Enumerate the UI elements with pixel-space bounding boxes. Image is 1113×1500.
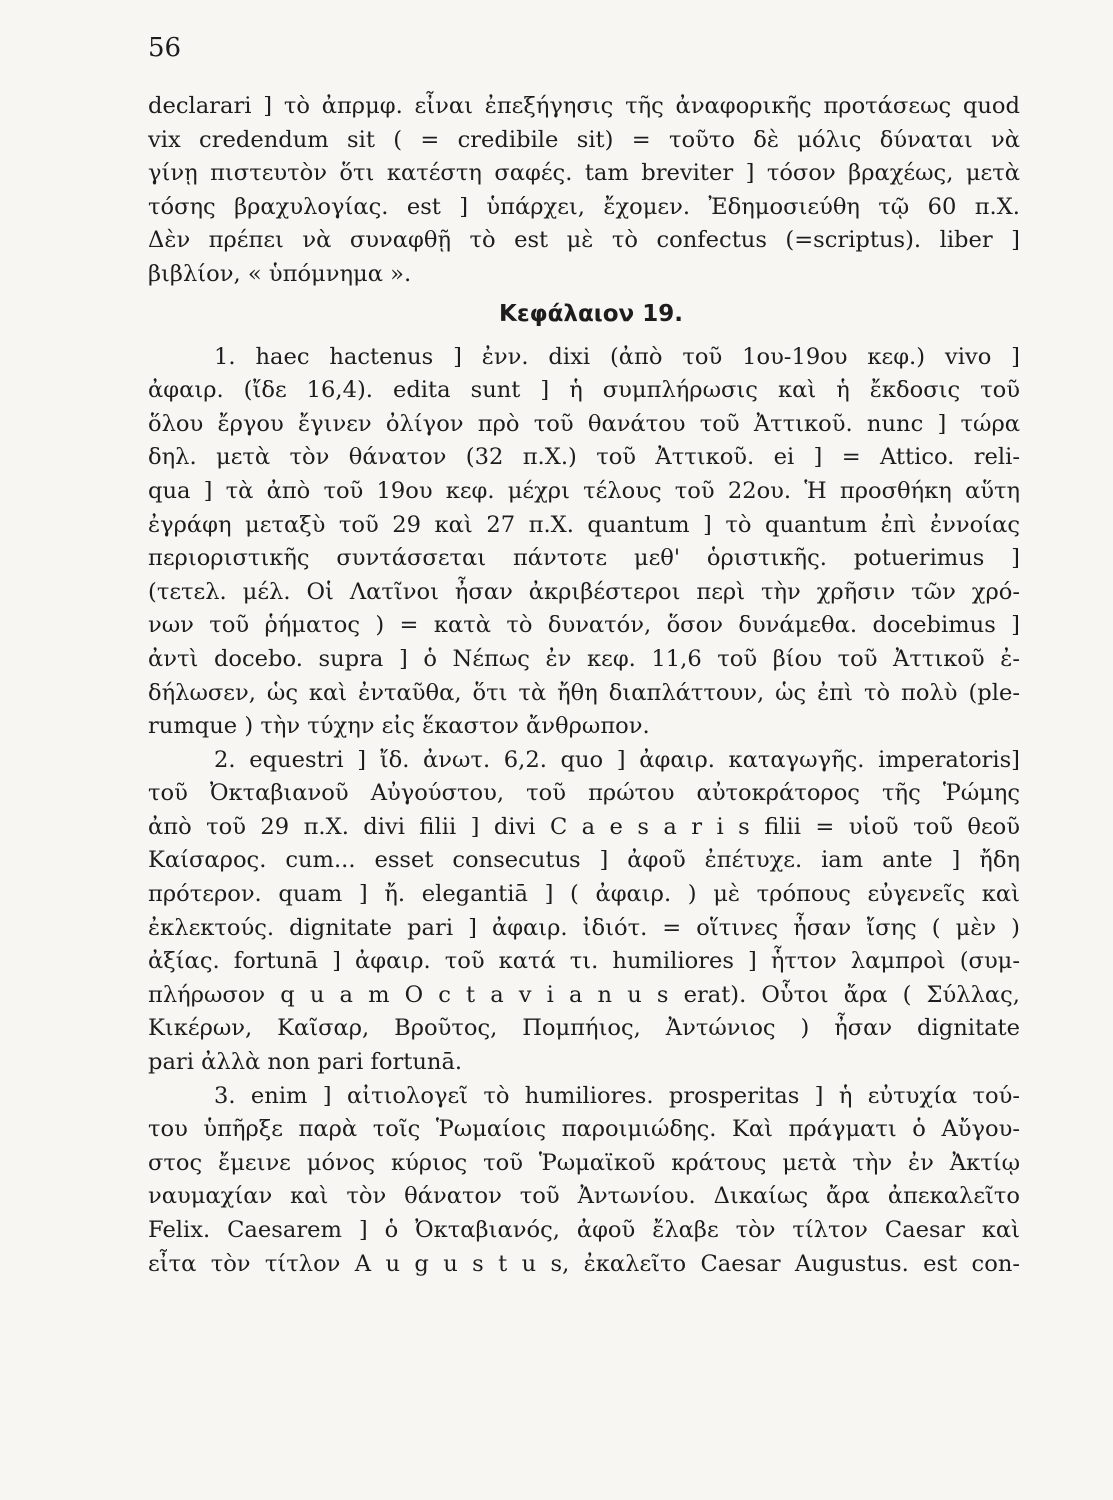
text-line: στος ἔμεινε μόνος κύριος τοῦ Ῥωμαϊκοῦ κράτους μετὰ τὴν ἐν Ἀκτίῳ	[148, 1149, 1020, 1176]
text-line: βιβλίον, « ὑπόμνημα ».	[148, 260, 412, 287]
text-line: ναυμαχίαν καὶ τὸν θάνατον τοῦ Ἀντωνίου. Δικαίως ἄρα ἀπεκαλεῖτο	[148, 1183, 1020, 1210]
text-line: 1. haec hactenus ] ἐνν. dixi (ἀπὸ τοῦ 1ου-19ου κεφ.) vivo ]	[214, 343, 1020, 370]
text-line: δηλ. μετὰ τὸν θάνατον (32 π.Χ.) τοῦ Ἀττικοῦ. ei ] = Attico. reli-	[148, 444, 1020, 471]
text-line: declarari ] τὸ ἀπρμφ. εἶναι ἐπεξήγησις τῆς ἀναφορικῆς προτάσεως quod	[148, 93, 1020, 119]
text-line: Δὲν πρέπει νὰ συναφθῇ τὸ est μὲ τὸ confectus (=scriptus). liber ]	[148, 227, 1020, 254]
text-line: τόσης βραχυλογίας. est ] ὑπάρχει, ἔχομεν. Ἐδημοσιεύθη τῷ 60 π.Χ.	[148, 193, 1020, 220]
text-line: ἀξίας. fortunā ] ἀφαιρ. τοῦ κατά τι. humiliores ] ἧττον λαμπροὶ (συμ-	[148, 948, 1020, 975]
text-line: δήλωσεν, ὡς καὶ ἐνταῦθα, ὅτι τὰ ἤθη διαπλάττουν, ὡς ἐπὶ τὸ πολὺ (ple-	[148, 679, 1020, 706]
text-line: εἶτα τὸν τίτλον A u g u s t u s, ἐκαλεῖτο Caesar Augustus. est con-	[148, 1250, 1020, 1277]
text-line: νων τοῦ ῥήματος ) = κατὰ τὸ δυνατόν, ὅσον δυνάμεθα. docebimus ]	[148, 612, 1020, 639]
text-line: περιοριστικῆς συντάσσεται πάντοτε μεθ' ὁριστικῆς. potuerimus ]	[148, 545, 1020, 572]
paragraph-2	[148, 744, 1020, 1080]
text-line: ἀπὸ τοῦ 29 π.Χ. divi filii ] divi C a e s a r i s filii = υἱοῦ τοῦ θεοῦ	[148, 813, 1020, 840]
paragraph-1	[148, 341, 1020, 744]
text-line: Καίσαρος. cum... esset consecutus ] ἀφοῦ ἐπέτυχε. iam ante ] ἤδη	[148, 847, 1020, 874]
paragraph-3	[148, 1080, 1020, 1282]
chapter-heading: Κεφάλαιον 19.	[499, 300, 683, 327]
text-line: ἐγράφη μεταξὺ τοῦ 29 καὶ 27 π.Χ. quantum ] τὸ quantum ἐπὶ ἐννοίας	[148, 511, 1020, 538]
text-line: ἀντὶ docebo. supra ] ὁ Νέπως ἐν κεφ. 11,6 τοῦ βίου τοῦ Ἀττικοῦ ἐ-	[148, 645, 1020, 672]
text-line: Κικέρων, Καῖσαρ, Βροῦτος, Πομπήιος, Ἀντώνιος ) ἦσαν dignitate	[148, 1015, 1020, 1042]
text-line: ὅλου ἔργου ἔγινεν ὀλίγον πρὸ τοῦ θανάτου τοῦ Ἀττικοῦ. nunc ] τώρα	[148, 410, 1020, 437]
page-number: 56	[148, 33, 182, 63]
text-line: ἐκλεκτούς. dignitate pari ] ἀφαιρ. ἰδιότ. = οἵτινες ἦσαν ἴσης ( μὲν )	[148, 914, 1020, 941]
text-line: (τετελ. μέλ. Οἱ Λατῖνοι ἦσαν ἀκριβέστεροι περὶ τὴν χρῆσιν τῶν χρό-	[148, 578, 1020, 605]
text-line: πρότερον. quam ] ἤ. elegantiā ] ( ἀφαιρ. ) μὲ τρόπους εὐγενεῖς καὶ	[148, 881, 1020, 908]
intro-paragraph	[148, 90, 1020, 292]
text-line: qua ] τὰ ἀπὸ τοῦ 19ου κεφ. μέχρι τέλους τοῦ 22ου. Ἡ προσθήκη αὕτη	[148, 477, 1020, 504]
text-body	[148, 90, 1020, 1281]
text-line: rumque ) τὴν τύχην εἰς ἕκαστον ἄνθρωπον.	[148, 713, 650, 740]
text-line: Felix. Caesarem ] ὁ Ὀκταβιανός, ἀφοῦ ἔλαβε τὸν τίλτον Caesar καὶ	[148, 1217, 1020, 1243]
text-line: τοῦ Ὀκταβιανοῦ Αὐγούστου, τοῦ πρώτου αὐτοκράτορος τῆς Ῥώμης	[148, 780, 1020, 807]
text-line: του ὑπῆρξε παρὰ τοῖς Ῥωμαίοις παροιμιώδης. Καὶ πράγματι ὁ Αὔγου-	[148, 1116, 1020, 1143]
text-line: pari ἀλλὰ non pari fortunā.	[148, 1049, 463, 1076]
text-line: πλήρωσον q u a m O c t a v i a n u s erat). Οὗτοι ἄρα ( Σύλλας,	[148, 981, 1020, 1008]
text-line: 2. equestri ] ἴδ. ἀνωτ. 6,2. quo ] ἀφαιρ. καταγωγῆς. imperatoris]	[214, 746, 1020, 773]
text-line: γίνῃ πιστευτὸν ὅτι κατέστη σαφές. tam breviter ] τόσον βραχέως, μετὰ	[148, 160, 1020, 187]
text-line: 3. enim ] αἰτιολογεῖ τὸ humiliores. prosperitas ] ἡ εὐτυχία τού-	[214, 1082, 1020, 1109]
text-line: ἀφαιρ. (ἴδε 16,4). edita sunt ] ἡ συμπλήρωσις καὶ ἡ ἔκδοσις τοῦ	[148, 377, 1020, 404]
text-line: vix credendum sit ( = credibile sit) = τοῦτο δὲ μόλις δύναται νὰ	[148, 126, 1020, 153]
